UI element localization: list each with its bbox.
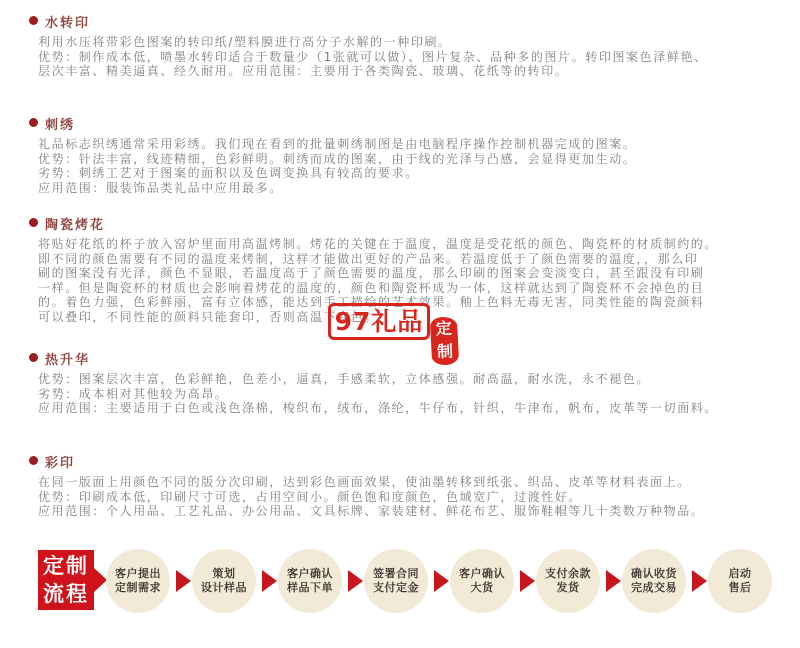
body-line: 利用水压将带彩色图案的转印纸/塑料膜进行高分子水解的一种印刷。 bbox=[38, 35, 452, 49]
watermark-seal-stamp bbox=[430, 316, 459, 365]
bullet-icon bbox=[29, 456, 38, 465]
arrow-right-icon bbox=[262, 570, 277, 592]
body-line: 劣势：刺绣工艺对于图案的面积以及色调变换具有较高的要求。 bbox=[38, 166, 419, 180]
section-body bbox=[38, 35, 776, 79]
arrow-right-icon bbox=[606, 570, 621, 592]
body-line: 在同一版面上用颜色不同的版分次印刷，达到彩色画面效果，使油墨转移到纸张、织品、皮革等材料表面上。 bbox=[38, 475, 691, 489]
step-label: 启动 bbox=[728, 567, 752, 580]
body-line: 礼品标志织绣通常采用彩绣。我们现在看到的批量刺绣制图是由电脑程序操作控制机器完成的图案。 bbox=[38, 137, 637, 151]
arrow-right-icon bbox=[176, 570, 191, 592]
step-label: 完成交易 bbox=[631, 581, 677, 594]
flow-title-line1: 定制 bbox=[43, 554, 89, 578]
flow-step-1 bbox=[106, 549, 170, 613]
section-water-transfer bbox=[0, 12, 800, 79]
flow-step-6 bbox=[536, 549, 600, 613]
bullet-icon bbox=[29, 16, 38, 25]
body-line: 可以叠印，不同性能的颜料只能套印，否则高温下变色。 bbox=[38, 309, 379, 324]
section-body bbox=[38, 475, 776, 519]
arrow-right-icon bbox=[348, 570, 363, 592]
body-line: 的。着色力强，色彩鲜丽，富有立体感，能达到手工描绘的艺术效果。釉上色料无毒无害，同类性能的陶瓷颜料 bbox=[38, 295, 705, 309]
section-embroidery bbox=[0, 114, 800, 195]
section-color-printing bbox=[0, 452, 800, 519]
body-line: 优势：图案层次丰富，色彩鲜艳，色差小，逼真，手感柔软，立体感强。耐高温，耐水洗，永不褪色。 bbox=[38, 372, 651, 386]
bullet-icon bbox=[29, 118, 38, 127]
section-sublimation bbox=[0, 349, 800, 416]
step-label: 支付余款 bbox=[545, 567, 591, 580]
body-line: 优势：制作成本低，喷墨水转印适合于数量少（1张就可以做）、图片复杂、品种多的图片。转印图案色泽鲜艳、 bbox=[38, 49, 708, 64]
body-line: 层次丰富、精美逼真、经久耐用。应用范围：主要用于各类陶瓷、玻璃、花纸等的转印。 bbox=[38, 64, 569, 78]
custom-process-flow bbox=[0, 547, 800, 622]
step-label: 客户确认 bbox=[459, 567, 505, 580]
flow-title-line2: 流程 bbox=[43, 582, 89, 606]
body-line: 劣势：成本相对其他较为高昂。 bbox=[38, 386, 229, 401]
body-line: 优势：针法丰富，线迹精细，色彩鲜明。刺绣而成的图案，由于线的光泽与凸感，会显得更加生动。 bbox=[38, 151, 637, 166]
section-title: 热升华 bbox=[45, 353, 91, 368]
section-header bbox=[0, 214, 800, 232]
step-label: 设计样品 bbox=[201, 581, 247, 594]
section-body bbox=[38, 372, 776, 416]
step-label: 发货 bbox=[556, 581, 580, 594]
body-line: 应用范围：个人用品、工艺礼品、办公用品、文具标牌、家装建材、鲜花布艺、服饰鞋帽等几十类数万种物品。 bbox=[38, 504, 705, 518]
flow-step-2 bbox=[192, 549, 256, 613]
bullet-icon bbox=[29, 218, 38, 227]
section-header bbox=[0, 12, 800, 30]
seal-char-top: 定 bbox=[435, 318, 453, 339]
section-title: 刺绣 bbox=[45, 118, 76, 133]
step-label: 大货 bbox=[470, 581, 494, 594]
arrow-right-icon bbox=[520, 570, 535, 592]
body-line: 优势：印刷成本低，印刷尺寸可选，占用空间小。颜色饱和度颜色，色域宽广，过渡性好。 bbox=[38, 489, 583, 504]
step-label: 策划 bbox=[212, 567, 236, 580]
step-label: 客户提出 bbox=[115, 567, 161, 580]
flow-step-8 bbox=[708, 549, 772, 613]
body-line: 应用范围：服装饰品类礼品中应用最多。 bbox=[38, 180, 283, 195]
step-label: 确认收货 bbox=[631, 567, 677, 580]
watermark-logo: 97礼品 bbox=[328, 303, 430, 340]
flow-title-banner bbox=[38, 550, 94, 610]
flow-step-3 bbox=[278, 549, 342, 613]
step-label: 签署合同 bbox=[373, 567, 419, 580]
section-header bbox=[0, 114, 800, 132]
body-line: 将贴好花纸的杯子放入窑炉里面用高温烤制。烤花的关键在于温度，温度是受花纸的颜色、陶瓷杯的材质制约的。 bbox=[38, 237, 719, 251]
section-title: 水转印 bbox=[45, 16, 91, 31]
flow-step-4 bbox=[364, 549, 428, 613]
body-line: 应用范围：主要适用于白色或浅色涤棉，梭织布，绒布，涤纶，牛仔布，针织，牛津布，帆布，皮革等一切面料。 bbox=[38, 401, 719, 415]
flow-step-7 bbox=[622, 549, 686, 613]
section-header bbox=[0, 452, 800, 470]
body-line: 一样。但是陶瓷杯的材质也会影响着烤花的温度的，颜色和陶瓷杯成为一体，这样就达到了陶瓷杯不会掉色的目 bbox=[38, 280, 705, 295]
section-body bbox=[38, 137, 776, 195]
step-label: 样品下单 bbox=[287, 581, 333, 594]
seal-char-bottom: 制 bbox=[436, 341, 454, 362]
body-line: 刷的图案没有光泽，颜色不显眼，若温度高于了颜色需要的温度，那么印刷的图案会变淡变白，甚至跟没有印刷 bbox=[38, 266, 705, 280]
arrow-right-icon bbox=[434, 570, 449, 592]
bullet-icon bbox=[29, 353, 38, 362]
step-label: 定制需求 bbox=[115, 581, 161, 594]
step-label: 支付定金 bbox=[373, 581, 419, 594]
section-header bbox=[0, 349, 800, 367]
section-title: 陶瓷烤花 bbox=[45, 218, 106, 233]
section-title: 彩印 bbox=[45, 456, 76, 471]
step-label: 售后 bbox=[728, 581, 752, 594]
body-line: 即不同的颜色需要有不同的温度来烤制，这样才能做出更好的产品来。若温度低于了颜色需要的温度，，那么印 bbox=[38, 251, 699, 266]
arrow-right-icon bbox=[692, 570, 707, 592]
step-label: 客户确认 bbox=[287, 567, 333, 580]
flow-step-5 bbox=[450, 549, 514, 613]
